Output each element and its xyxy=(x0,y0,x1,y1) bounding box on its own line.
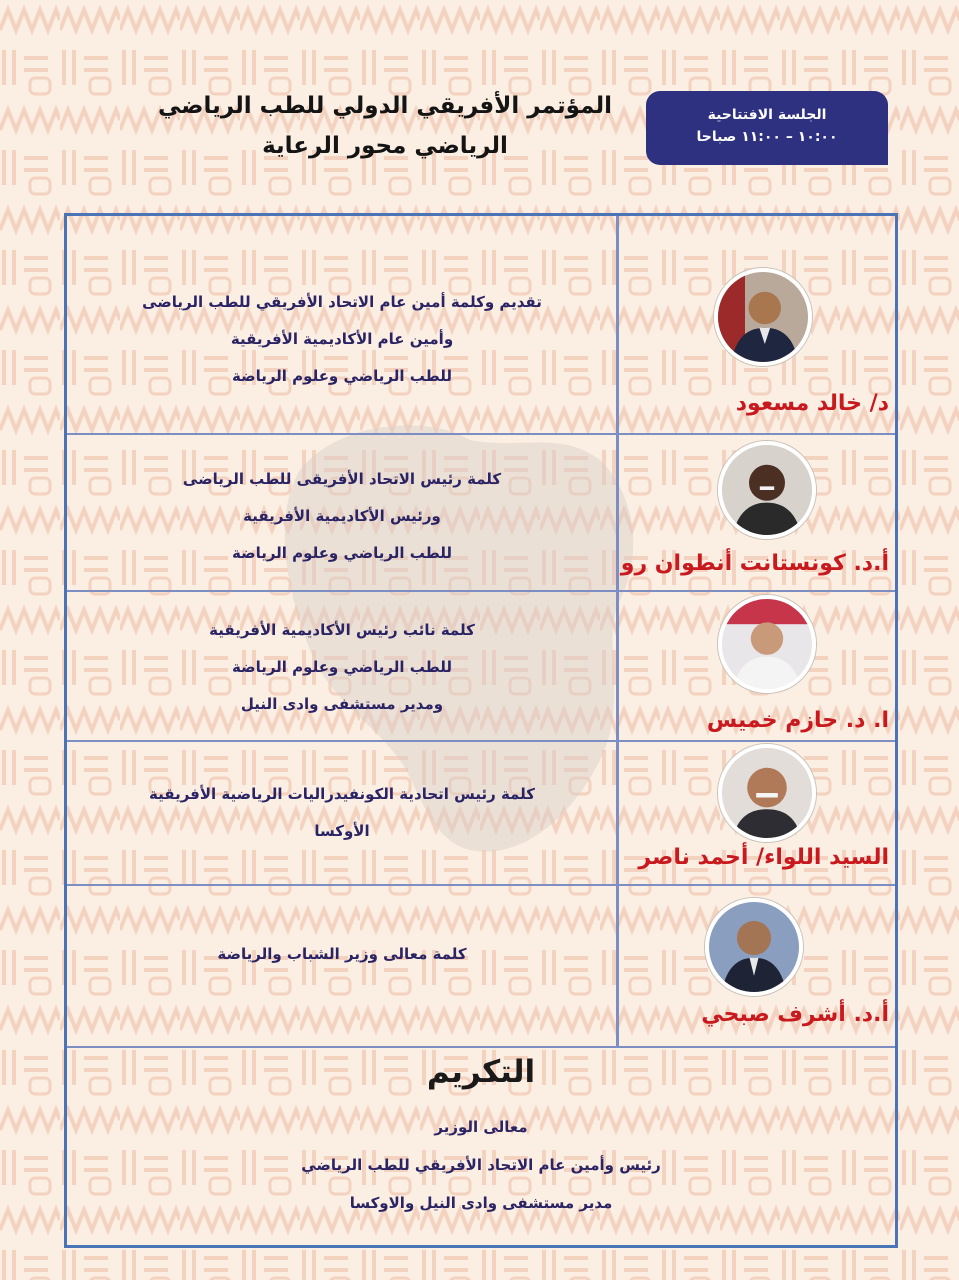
description-line: كلمة رئيس اتحادية الكونفيدراليات الرياضية الأفريقية xyxy=(149,785,535,803)
session-label: الجلسة الافتتاحية xyxy=(707,107,827,123)
speaker-photo xyxy=(718,744,816,842)
speaker-description xyxy=(87,461,597,572)
speaker-row xyxy=(67,433,895,592)
speaker-description xyxy=(87,612,597,723)
conference-title-line2: الرياضي محور الرعاية xyxy=(262,133,508,159)
speaker-name: أ.د. أشرف صبحي xyxy=(701,1002,889,1027)
description-line: للطب الرياضي وعلوم الرياضة xyxy=(231,544,452,562)
speaker-name: ا. د. حازم خميس xyxy=(706,708,889,733)
honor-lines xyxy=(67,1108,895,1222)
speaker-description xyxy=(87,776,597,850)
speaker-photo xyxy=(714,268,812,366)
speaker-photo xyxy=(718,441,816,539)
description-line: كلمة نائب رئيس الأكاديمية الأفريقية xyxy=(209,621,475,639)
description-line: كلمة رئيس الاتحاد الأفريقى للطب الرياضى xyxy=(182,470,502,488)
speaker-photo xyxy=(718,595,816,693)
honor-line: معالى الوزير xyxy=(434,1118,528,1136)
conference-title-line1: المؤتمر الأفريقي الدولي للطب الرياضي xyxy=(158,93,612,119)
description-line: ورئيس الأكاديمية الأفريقية xyxy=(243,507,441,525)
speaker-name: د/ خالد مسعود xyxy=(735,391,889,416)
speaker-description xyxy=(87,284,597,395)
speaker-row xyxy=(67,590,895,742)
description-line: وأمين عام الأكاديمية الأفريقية xyxy=(230,330,454,348)
speaker-photo xyxy=(705,898,803,996)
speaker-name: السيد اللواء/ أحمد ناصر xyxy=(638,845,889,870)
description-line: للطب الرياضي وعلوم الرياضة xyxy=(231,658,452,676)
honor-title: التكريم xyxy=(426,1054,536,1090)
speaker-row xyxy=(67,740,895,886)
honor-section xyxy=(67,1046,895,1245)
description-line: للطب الرياضي وعلوم الرياضة xyxy=(231,367,452,385)
honor-line: رئيس وأمين عام الاتحاد الأفريقي للطب الرياضي xyxy=(301,1156,661,1174)
speaker-row xyxy=(67,216,895,435)
conference-title xyxy=(150,86,620,166)
description-line: الأوكسا xyxy=(314,822,370,840)
description-line: كلمة معالى وزير الشباب والرياضة xyxy=(217,945,467,963)
session-badge xyxy=(646,91,888,165)
speaker-name: أ.د. كونستانت أنطوان رو xyxy=(620,551,889,576)
description-line: ومدير مستشفى وادى النيل xyxy=(240,695,444,713)
speaker-row xyxy=(67,884,895,1048)
session-time: ١٠:٠٠ – ١١:٠٠ صباحا xyxy=(696,129,838,145)
description-line: تقديم وكلمة أمين عام الاتحاد الأفريقي للطب الرياضى xyxy=(142,293,542,311)
honor-line: مدير مستشفى وادى النيل والاوكسا xyxy=(349,1194,613,1212)
program-table xyxy=(64,213,898,1248)
speaker-description xyxy=(87,936,597,973)
